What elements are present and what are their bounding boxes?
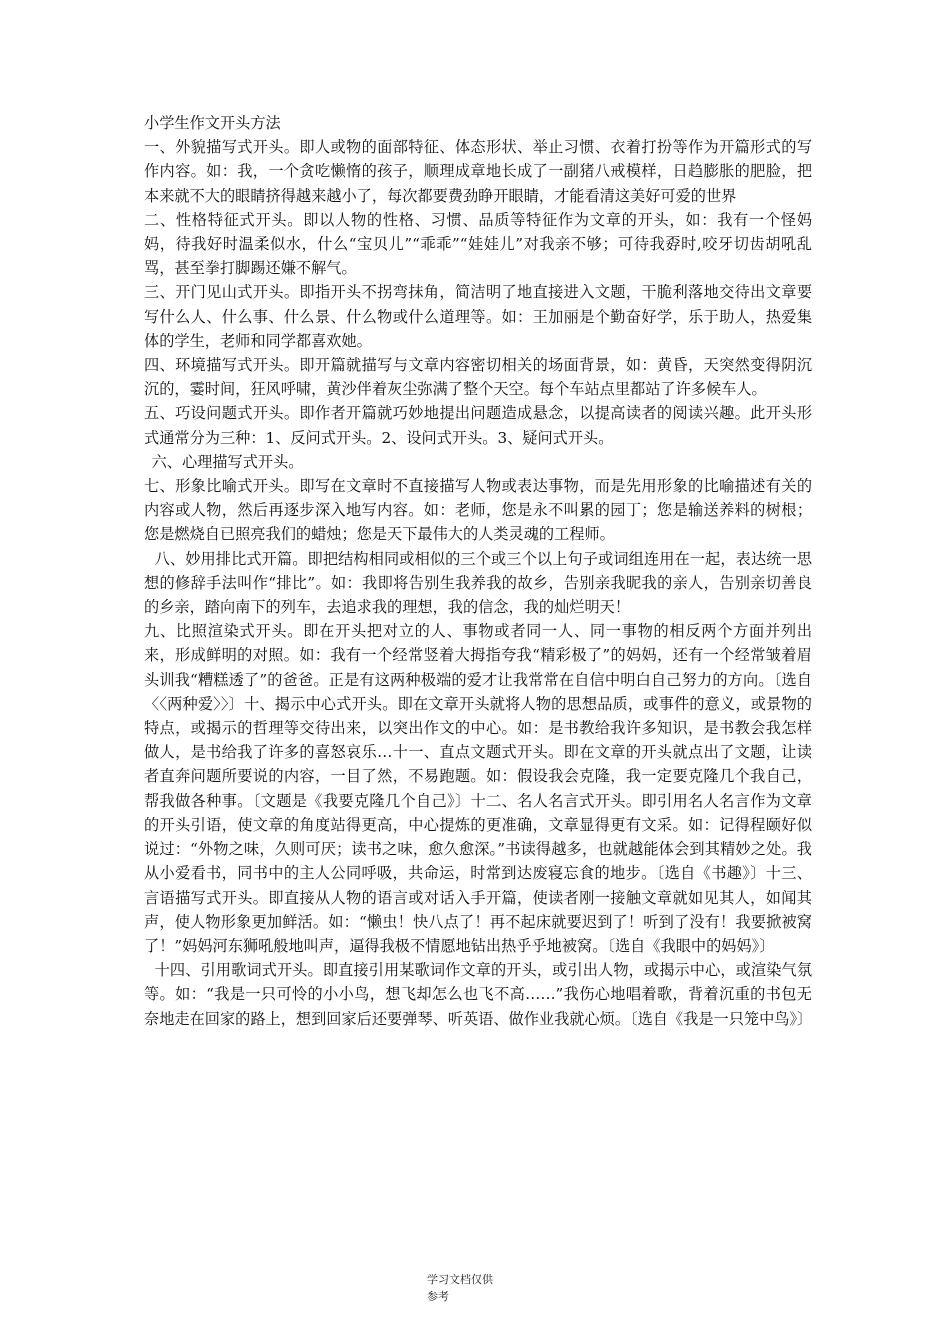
document-body (144, 111, 812, 1031)
paragraph-7: 七、形象比喻式开头。即写在文章时不直接描写人物或表达事物，而是先用形象的比喻描述有关的内容或人物，然后再逐步深入地写内容。如：老师，您是永不叫累的园丁；您是输送养料的树根；您是燃烧自已照亮我们的蜡烛；您是天下最伟大的人类灵魂的工程师。 (144, 477, 812, 544)
paragraph-5: 五、巧设问题式开头。即作者开篇就巧妙地提出问题造成悬念，以提高读者的阅读兴趣。此开头形式通常分为三种：1、反问式开头。2、设问式开头。3、疑问式开头。 (144, 404, 812, 447)
paragraph-4: 四、环境描写式开头。即开篇就描写与文章内容密切相关的场面背景，如：黄昏，天突然变得阴沉沉的，霎时间，狂风呼啸，黄沙伴着灰尘弥满了整个天空。每个车站点里都站了许多候车人。 (144, 356, 812, 399)
paragraph-9: 九、比照渲染式开头。即在开头把对立的人、事物或者同一人、同一事物的相反两个方面并列出来，形成鲜明的对照。如：我有一个经常竖着大拇指夸我“精彩极了”的妈妈，还有一个经常皱着眉头训我“糟糕透了”的爸爸。正是有这两种极端的爱才让我常常在自信中明白自己努力的方向。〔选自〈〈两种爱〉〉〕十、揭示中心式开头。即在文章开头就将人物的思想品质，或事件的意义，或景物的特点，或揭示的哲理等交待出来，以突出作文的中心。如：是书教给我许多知识，是书教会我怎样做人，是书给我了许多的喜怒哀乐…十一、直点文题式开头。即在文章的开头就点出了文题，让读者直奔问题所要说的内容，一目了然，不易跑题。如：假设我会克隆，我一定要克隆几个我自己，帮我做各种事。〔文题是《我要克隆几个自己》〕十二、名人名言式开头。即引用名人名言作为文章的开头引语，使文章的角度站得更高，中心提炼的更准确，文章显得更有文采。如：记得程颐好似说过：“外物之味，久则可厌；读书之味，愈久愈深。”书读得越多，也就越能体会到其精妙之处。我从小爱看书，同书中的主人公同呼吸，共命运，时常到达废寝忘食的地步。〔选自《书趣》〕十三、言语描写式开头。即直接从人物的语言或对话入手开篇，使读者刚一接触文章就如见其人，如闻其声，使人物形象更加鲜活。如：“懒虫！快八点了！再不起床就要迟到了！听到了没有！我要掀被窝了！”妈妈河东狮吼般地叫声，逼得我极不情愿地钻出热乎乎地被窝。〔选自《我眼中的妈妈》〕 (144, 622, 812, 955)
paragraph-1: 一、外貌描写式开头。即人或物的面部特征、体态形状、举止习惯、衣着打扮等作为开篇形式的写作内容。如：我，一个贪吃懒惰的孩子，顺理成章地长成了一副猪八戒模样，日趋膨胀的肥脸，把本来就不大的眼睛挤得越来越小了，每次都要费劲睁开眼睛，才能看清这美好可爱的世界 (144, 138, 812, 205)
paragraph-10: 十四、引用歌词式开头。即直接引用某歌词作文章的开头，或引出人物，或揭示中心，或渲染气氛等。如：“我是一只可怜的小小鸟，想飞却怎么也飞不高……”我伤心地唱着歌，背着沉重的书包无奈地走在回家的路上，想到回家后还要弹琴、听英语、做作业我就心烦。〔选自《我是一只笼中鸟》〕 (144, 961, 813, 1028)
paragraph-6: 六、心理描写式开头。 (151, 452, 304, 471)
document-title: 小学生作文开头方法 (144, 114, 281, 132)
paragraph-8: 八、妙用排比式开篇。即把结构相同或相似的三个或三个以上句子或词组连用在一起，表达统一思想的修辞手法叫作“排比”。如：我即将告别生我养我的故乡，告别亲我昵我的亲人，告别亲切善良的乡亲，踏向南下的列车，去追求我的理想，我的信念，我的灿烂明天！ (144, 549, 812, 617)
paragraph-3: 三、开门见山式开头。即指开头不拐弯抹角，简洁明了地直接进入文题，干脆利落地交待出文章要写什么人、什么事、什么景、什么物或什么道理等。如：王加丽是个勤奋好学，乐于助人，热爱集体的学生，老师和同学都喜欢她。 (144, 283, 812, 350)
paragraph-2: 二、性格特征式开头。即以人物的性格、习惯、品质等特征作为文章的开头，如：我有一个怪妈妈，待我好时温柔似水，什么“宝贝儿”“乖乖”“娃娃儿”对我亲不够；可待我孬时,咬牙切齿胡吼乱骂，甚至拳打脚踢还嫌不解气。 (144, 210, 812, 278)
footer-note: 学习文档仅供参考 (427, 1273, 493, 1303)
